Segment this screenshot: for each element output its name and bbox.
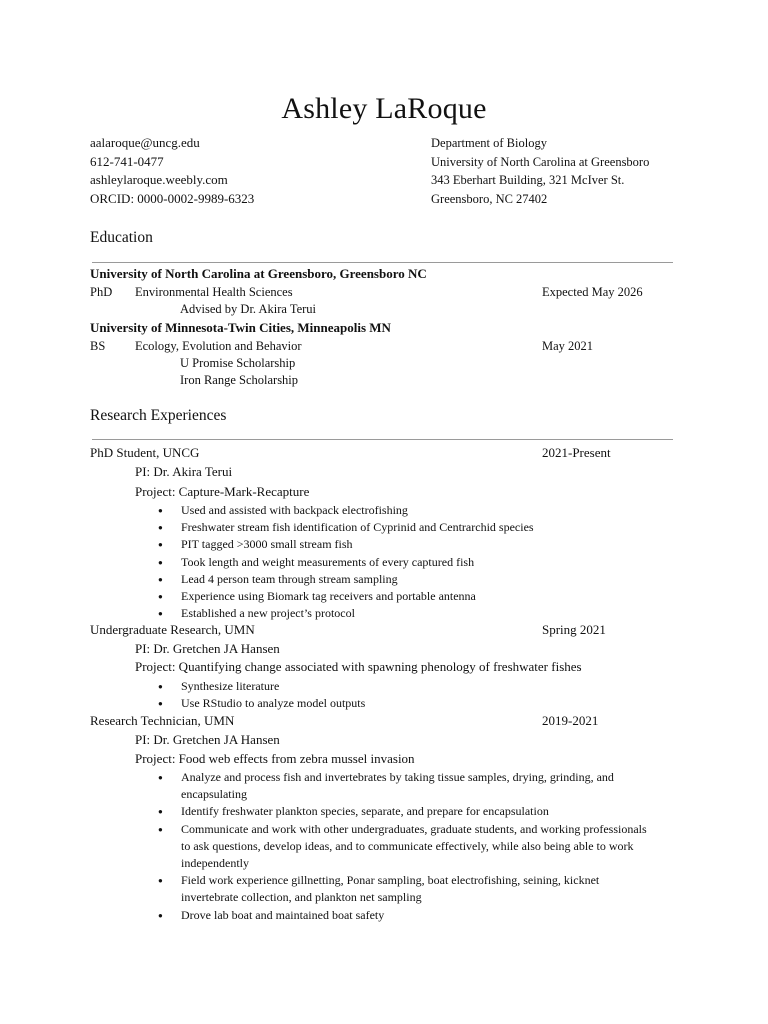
job-pi: PI: Dr. Gretchen JA Hansen <box>135 732 280 747</box>
job-title: PhD Student, UNCG <box>90 445 200 460</box>
section-heading-education: Education <box>90 229 153 246</box>
section-heading-research: Research Experiences <box>90 407 227 424</box>
list-item: ● Took length and weight measurements of every captured fish <box>157 554 677 571</box>
address-city: Greensboro, NC 27402 <box>431 192 548 207</box>
candidate-name: Ashley LaRoque <box>281 92 487 125</box>
job-bullet-list <box>157 678 677 712</box>
orcid-id: ORCID: 0000-0002-9989-6323 <box>90 191 255 207</box>
list-item: ● Field work experience gillnetting, Ponar sampling, boat electrofishing, seining, kicknet invertebrate collection, and plankton net sampling <box>157 872 657 906</box>
education-note: Advised by Dr. Akira Terui <box>180 302 317 316</box>
job-date: 2021-Present <box>542 445 611 460</box>
phone-number: 612-741-0477 <box>90 153 164 169</box>
job-project: Project: Capture-Mark-Recapture <box>135 484 310 499</box>
list-item: ● PIT tagged >3000 small stream fish <box>157 536 677 553</box>
list-item: ● Established a new project’s protocol <box>157 605 677 622</box>
list-item: ● Communicate and work with other undergraduates, graduate students, and working professionals to ask questions, develop ideas, and to communicate effectively, while also being able to work independently <box>157 821 657 873</box>
job-date: 2019-2021 <box>542 713 599 728</box>
school-name: University of Minnesota-Twin Cities, Minneapolis MN <box>90 320 391 335</box>
website-link[interactable]: ashleylaroque.weebly.com <box>90 172 228 188</box>
job-pi: PI: Dr. Akira Terui <box>135 464 233 479</box>
degree-field: Ecology, Evolution and Behavior <box>135 339 302 353</box>
list-item: ● Identify freshwater plankton species, separate, and prepare for encapsulation <box>157 803 657 820</box>
job-title: Research Technician, UMN <box>90 713 235 728</box>
job-project: Project: Quantifying change associated with spawning phenology of freshwater fishes <box>135 659 582 674</box>
list-item: ● Drove lab boat and maintained boat safety <box>157 907 657 924</box>
email-link[interactable]: aalaroque@uncg.edu <box>90 135 200 150</box>
degree-type: PhD <box>90 285 113 299</box>
school-name: University of North Carolina at Greensboro, Greensboro NC <box>90 266 427 281</box>
address-university: University of North Carolina at Greensboro <box>431 154 650 169</box>
degree-date: May 2021 <box>542 339 594 353</box>
list-item: ● Lead 4 person team through stream sampling <box>157 571 677 588</box>
list-item: ● Experience using Biomark tag receivers and portable antenna <box>157 588 677 605</box>
job-pi: PI: Dr. Gretchen JA Hansen <box>135 641 280 656</box>
job-project: Project: Food web effects from zebra mussel invasion <box>135 751 415 766</box>
address-dept: Department of Biology <box>431 136 547 150</box>
list-item: ● Used and assisted with backpack electrofishing <box>157 502 677 519</box>
list-item: ● Analyze and process fish and invertebrates by taking tissue samples, drying, grinding, and encapsulating <box>157 769 657 803</box>
list-item: ● Use RStudio to analyze model outputs <box>157 695 677 712</box>
address-building: 343 Eberhart Building, 321 McIver St. <box>431 173 625 188</box>
education-note: U Promise Scholarship <box>180 356 296 370</box>
contact-info <box>90 134 254 209</box>
education-note: Iron Range Scholarship <box>180 373 299 387</box>
job-bullet-list <box>157 769 657 924</box>
section-divider <box>92 262 673 263</box>
mailing-address <box>431 134 649 209</box>
degree-field: Environmental Health Sciences <box>135 285 293 299</box>
list-item: ● Synthesize literature <box>157 678 677 695</box>
list-item: ● Freshwater stream fish identification of Cyprinid and Centrarchid species <box>157 519 677 536</box>
section-divider <box>92 439 673 440</box>
job-date: Spring 2021 <box>542 622 606 637</box>
degree-type: BS <box>90 339 106 353</box>
job-title: Undergraduate Research, UMN <box>90 622 255 637</box>
degree-date: Expected May 2026 <box>542 285 643 299</box>
job-bullet-list <box>157 502 677 622</box>
